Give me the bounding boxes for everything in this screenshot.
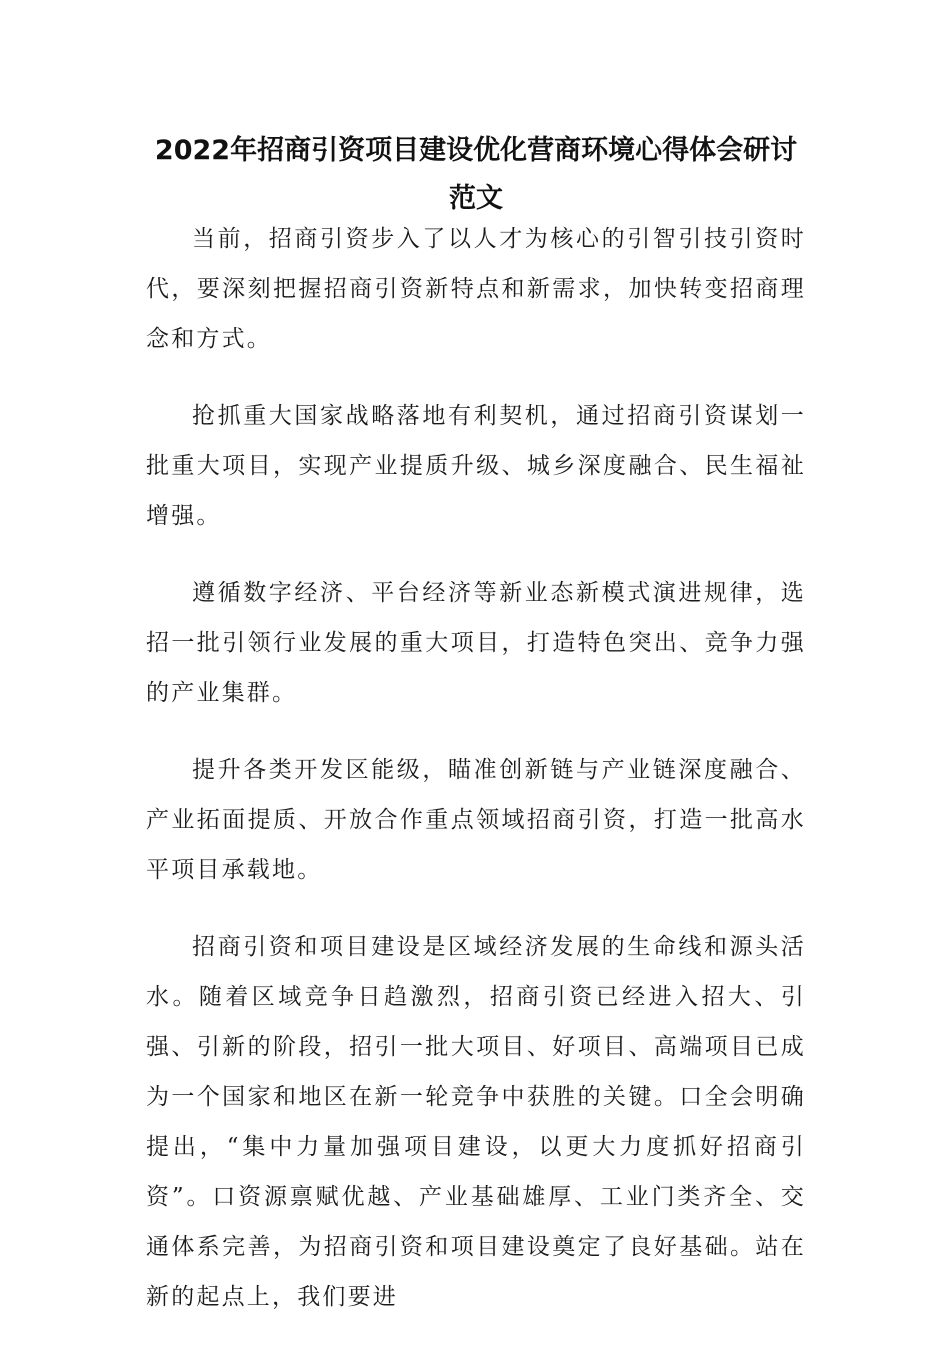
paragraph-5: 招商引资和项目建设是区域经济发展的生命线和源头活水。随着区域竞争日趋激烈，招商引资已经进入招大、引强、引新的阶段，招引一批大项目、好项目、高端项目已成为一个国家和地区在新一轮竞争中获胜的关键。口全会明确提出，“集中力量加强项目建设，以更大力度抓好招商引资”。口资源禀赋优越、产业基础雄厚、工业门类齐全、交通体系完善，为招商引资和项目建设奠定了良好基础。站在新的起点上，我们要进 — [146, 934, 806, 1310]
paragraph-2: 抢抓重大国家战略落地有利契机，通过招商引资谋划一批重大项目，实现产业提质升级、城乡深度融合、民生福祉增强。 — [146, 403, 806, 529]
paragraph-1: 当前，招商引资步入了以人才为核心的引智引技引资时代，要深刻把握招商引资新特点和新需求，加快转变招商理念和方式。 — [146, 226, 806, 352]
document-body — [146, 214, 806, 1349]
document-title: 2022年招商引资项目建设优化营商环境心得体会研讨范文 — [154, 135, 798, 214]
paragraph-4: 提升各类开发区能级，瞄准创新链与产业链深度融合、产业拓面提质、开放合作重点领域招商引资，打造一批高水平项目承载地。 — [146, 757, 806, 883]
paragraph-3: 遵循数字经济、平台经济等新业态新模式演进规律，选招一批引领行业发展的重大项目，打造特色突出、竞争力强的产业集群。 — [146, 580, 806, 706]
